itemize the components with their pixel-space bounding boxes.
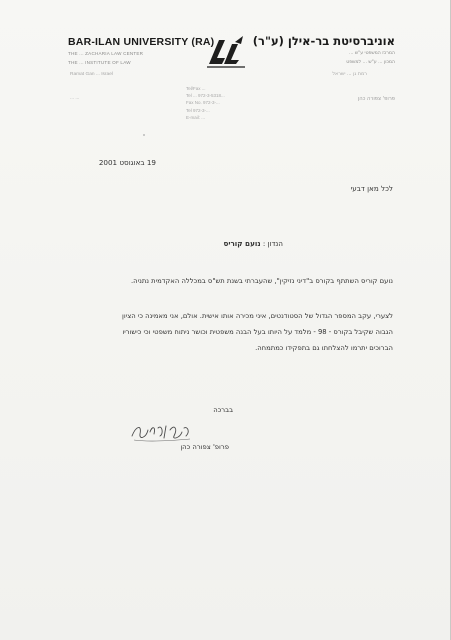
center-name-hebrew: המרכז המשפטי ע"ש ... (349, 51, 395, 56)
salutation: לכל מאן דבעי (350, 184, 393, 193)
subject-name: נועם קוריס (223, 239, 261, 248)
contact-block (186, 85, 296, 121)
closing: בברכה (213, 406, 233, 414)
address-hebrew: רמת גן ... ישראל (332, 72, 367, 77)
contact-line: Tel/Fax ... (186, 86, 206, 91)
subject-line (223, 239, 283, 248)
address-english-2: ... ... (70, 96, 80, 101)
paragraph-line: הגבוה שקיבל בקורס - 98 - מלמד על היותו בעל הבנה משפטית וכושר ניתוח משפטי וכי כישוריו (122, 328, 393, 336)
contact-line: Fax No. 972-3-... (186, 100, 220, 106)
letter-date: 19 באוגוסט 2001 (98, 158, 156, 167)
handwritten-signature (128, 416, 198, 444)
subject-label: הנדון : (262, 239, 283, 248)
university-name-english: BAR-ILAN UNIVERSITY (RA) (68, 36, 215, 48)
university-name-hebrew: אוניברסיטת בר-אילן (ע"ר) (252, 34, 395, 48)
center-name-english: THE ... ZACHARIA LAW CENTER (68, 51, 144, 56)
paragraph-1: נועם קוריס השתתף בקורס ב"דיני נזיקין", שהעברתי בשנת תש"ס במכללה האקדמית נתניה. (130, 277, 393, 285)
university-logo (205, 34, 247, 70)
paragraph-line: לצערי, עקב המספר הגדול של הסטודנטים, איני מכירה אותו אישית. אולם, אני מאמינה כי הציון (122, 312, 393, 320)
letterhead-hebrew (252, 34, 395, 66)
contact-line: Tel 972-3-... (186, 107, 210, 113)
contact-line: E-mail: ... (186, 114, 206, 120)
contact-line: Tel ... 972-3-5318... (186, 93, 225, 99)
paragraph-line: הברוכים יתרמו להצלחתו גם בתפקידו כמתמחה. (255, 344, 393, 352)
signer-name: פרופ' צפורה כהן (180, 443, 229, 451)
institute-name-hebrew: המכון ... ע"ש ... למשפט (346, 60, 395, 66)
institute-name-english: THE ... INSTITUTE OF LAW (68, 60, 131, 66)
paragraph-2 (58, 308, 393, 356)
paper-speck (143, 134, 145, 136)
address-english: Ramat Gan ... Israel (70, 72, 113, 77)
professor-name-header: פרופ' צפורה כהן (357, 96, 395, 102)
letterhead-english (68, 36, 218, 66)
